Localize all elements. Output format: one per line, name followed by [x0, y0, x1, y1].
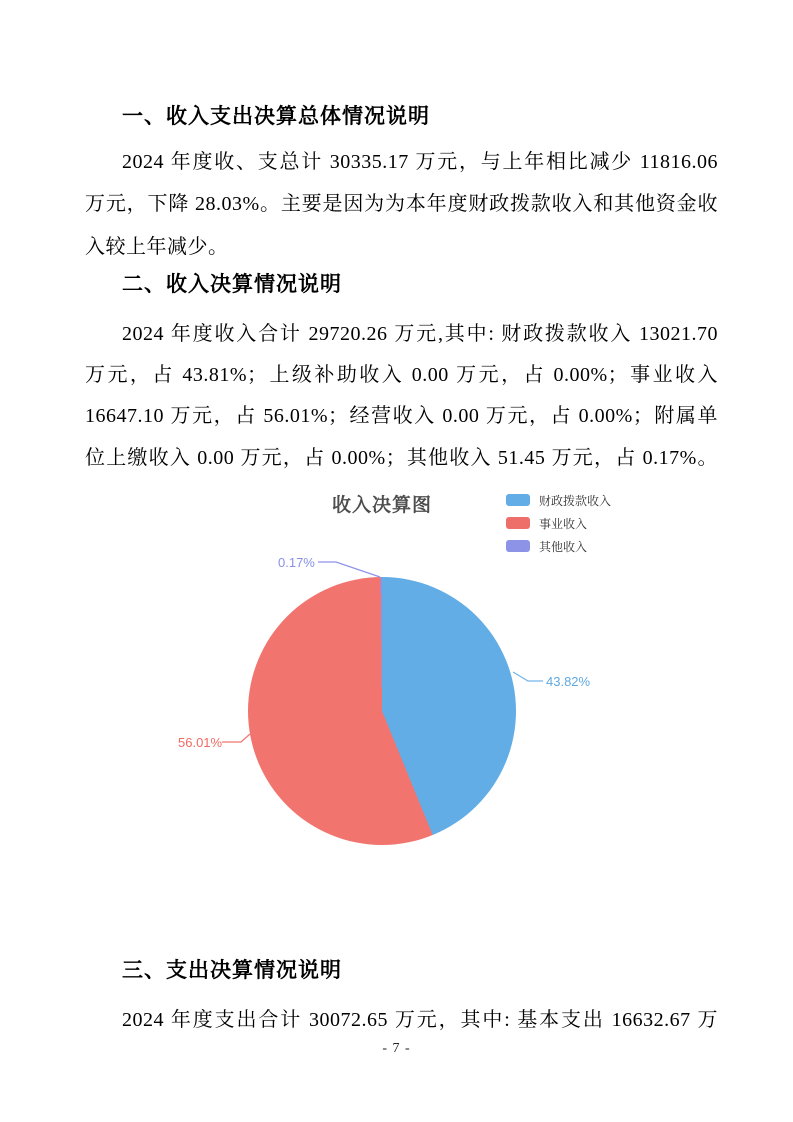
section-2-line: 16647.10 万元，占 56.01%；经营收入 0.00 万元，占 0.00%；附属单	[85, 405, 718, 427]
section-2-heading: 二、收入决算情况说明	[122, 273, 342, 296]
section-1-line: 入较上年减少。	[85, 236, 229, 258]
page-number: - 7 -	[382, 1041, 411, 1056]
legend-swatch-icon	[506, 517, 530, 529]
legend-item-caizheng	[506, 491, 612, 508]
section-2-line: 位上缴收入 0.00 万元，占 0.00%；其他收入 51.45 万元，占 0.17%。	[85, 447, 718, 469]
section-2-line: 2024 年度收入合计 29720.26 万元,其中: 财政拨款收入 13021.70	[122, 323, 718, 345]
section-1-line: 2024 年度收、支总计 30335.17 万元，与上年相比减少 11816.06	[122, 151, 718, 173]
chart-title: 收入决算图	[331, 495, 432, 516]
pie-label-qita: 0.17%	[278, 555, 315, 570]
section-1-line: 万元，下降 28.03%。主要是因为为本年度财政拨款收入和其他资金收	[85, 193, 718, 215]
pie-label-shiye: 56.01%	[178, 735, 223, 750]
legend-label: 其他收入	[539, 539, 588, 554]
section-2-line: 万元，占 43.81%；上级补助收入 0.00 万元，占 0.00%；事业收入	[85, 364, 718, 386]
legend-item-qita	[506, 537, 588, 554]
legend-label: 财政拨款收入	[539, 493, 612, 508]
section-3-line: 2024 年度支出合计 30072.65 万元，其中: 基本支出 16632.67 万	[122, 1009, 718, 1031]
section-1-heading: 一、收入支出决算总体情况说明	[122, 105, 430, 128]
legend-swatch-icon	[506, 494, 530, 506]
section-3-heading: 三、支出决算情况说明	[122, 959, 342, 982]
pie-label-caizheng: 43.82%	[546, 674, 591, 689]
pie-graphic	[248, 577, 516, 845]
legend-item-shiye	[506, 514, 588, 531]
legend-label: 事业收入	[539, 516, 588, 531]
legend-swatch-icon	[506, 540, 530, 552]
